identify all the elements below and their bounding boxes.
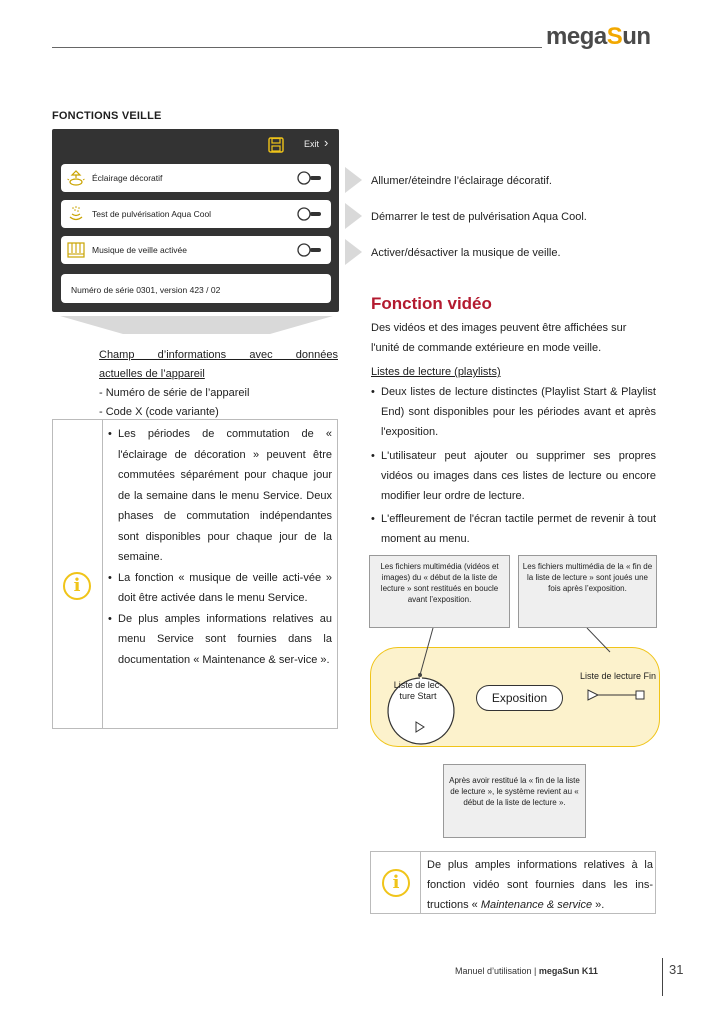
row-label: Éclairage décoratif <box>92 173 163 183</box>
list-item: • L'effleurement de l'écran tactile permet de revenir à tout moment au menu. <box>371 509 656 549</box>
footer-manual: Manuel d’utilisation | megaSun K11 <box>455 966 598 976</box>
info-field-description <box>99 346 338 422</box>
playlist-end-description: Les fichiers multimédia de la « fin de la liste de lecture » sont joués une fois après l’exposition. <box>518 555 657 628</box>
save-icon[interactable] <box>268 137 284 153</box>
note-icon-cell <box>371 852 421 913</box>
row-label: Musique de veille activée <box>92 245 187 255</box>
row-decorative-lighting[interactable] <box>61 164 331 192</box>
note-text: De plus amples informations relatives à la fonction vidéo sont fournies dans les ins-tructions « Maintenance & service ». <box>427 859 653 911</box>
info-field-line: - Numéro de série de l’appareil <box>99 387 250 399</box>
info-field-title: actuelles de l’appareil <box>99 368 205 380</box>
exit-button[interactable]: Exit <box>304 139 320 149</box>
page-number: 31 <box>669 962 684 977</box>
spray-icon <box>67 205 85 223</box>
note-item: • La fonction « musique de veille acti-vée » doit être activée dans le menu Service. <box>108 568 332 609</box>
serial-info-field: Numéro de série 0301, version 423 / 02 <box>61 274 331 303</box>
exposition-label: Exposition <box>476 685 563 711</box>
footer-rule <box>662 958 663 996</box>
playlist-list <box>371 382 656 553</box>
arrow-icon <box>345 203 362 229</box>
toggle-switch[interactable] <box>297 243 321 257</box>
playlist-start-label: Liste de lec-ture Start <box>393 680 443 701</box>
note-item: • De plus amples informations relatives au menu Service sont fournies dans la documentation « Maintenance & ser-vice ». <box>108 609 332 671</box>
playlist-end-label: Liste de lecture Fin <box>579 671 657 681</box>
music-icon <box>67 241 85 259</box>
note-list <box>108 424 332 670</box>
chevron-right-icon[interactable]: › <box>324 135 329 150</box>
list-item: • L'utilisateur peut ajouter ou supprimer ses propres vidéos ou images dans ces listes de lecture ou encore modifier leur ordre de lecture. <box>371 446 656 507</box>
note-item: • Les périodes de commutation de « l'éclairage de décoration » peuvent être commutées séparément pour chaque jour de la semaine dans le menu Service. Deux phases de commutation indépendantes sont disponibles pour chaque jour de la semaine. <box>108 424 332 568</box>
info-field-line: - Code X (code variante) <box>99 406 219 418</box>
note-icon-cell <box>53 420 103 728</box>
note-box <box>52 419 338 729</box>
header-rule <box>52 47 542 48</box>
row-label: Test de pulvérisation Aqua Cool <box>92 209 212 219</box>
playlist-heading: Listes de lecture (playlists) <box>371 366 501 378</box>
info-field-title: Champ d’informations avec données <box>99 349 338 361</box>
row-standby-music[interactable] <box>61 236 331 264</box>
action-description: Allumer/éteindre l’éclairage décoratif. <box>371 175 552 187</box>
info-icon: i <box>63 572 91 600</box>
playlist-start-description: Les fichiers multimédia (vidéos et images) du « début de la liste de lecture » sont restitués en boucle avant l’exposition. <box>369 555 510 628</box>
row-aqua-cool-test[interactable] <box>61 200 331 228</box>
toggle-switch[interactable] <box>297 207 321 221</box>
callout-trapezoid <box>60 316 333 334</box>
toggle-switch[interactable] <box>297 171 321 185</box>
action-description: Démarrer le test de pulvérisation Aqua Cool. <box>371 211 587 223</box>
arrow-icon <box>345 239 362 265</box>
info-icon: i <box>382 869 410 897</box>
action-description: Activer/désactiver la musique de veille. <box>371 247 561 259</box>
megasun-logo: megaSun <box>546 23 651 50</box>
arrow-icon <box>345 167 362 193</box>
note-box <box>370 851 656 914</box>
section-title: FONCTIONS VEILLE <box>52 110 162 122</box>
video-section-title: Fonction vidéo <box>371 294 492 313</box>
video-intro: Des vidéos et des images peuvent être affichées sur l'unité de commande extérieure en mode veille. <box>371 322 627 354</box>
loop-description: Après avoir restitué la « fin de la liste de lecture », le système revient au « début de la liste de lecture ». <box>443 764 586 838</box>
lamp-icon <box>67 169 85 187</box>
list-item: • Deux listes de lecture distinctes (Playlist Start & Playlist End) sont disponibles pour les périodes avant et après l'exposition. <box>371 382 656 443</box>
